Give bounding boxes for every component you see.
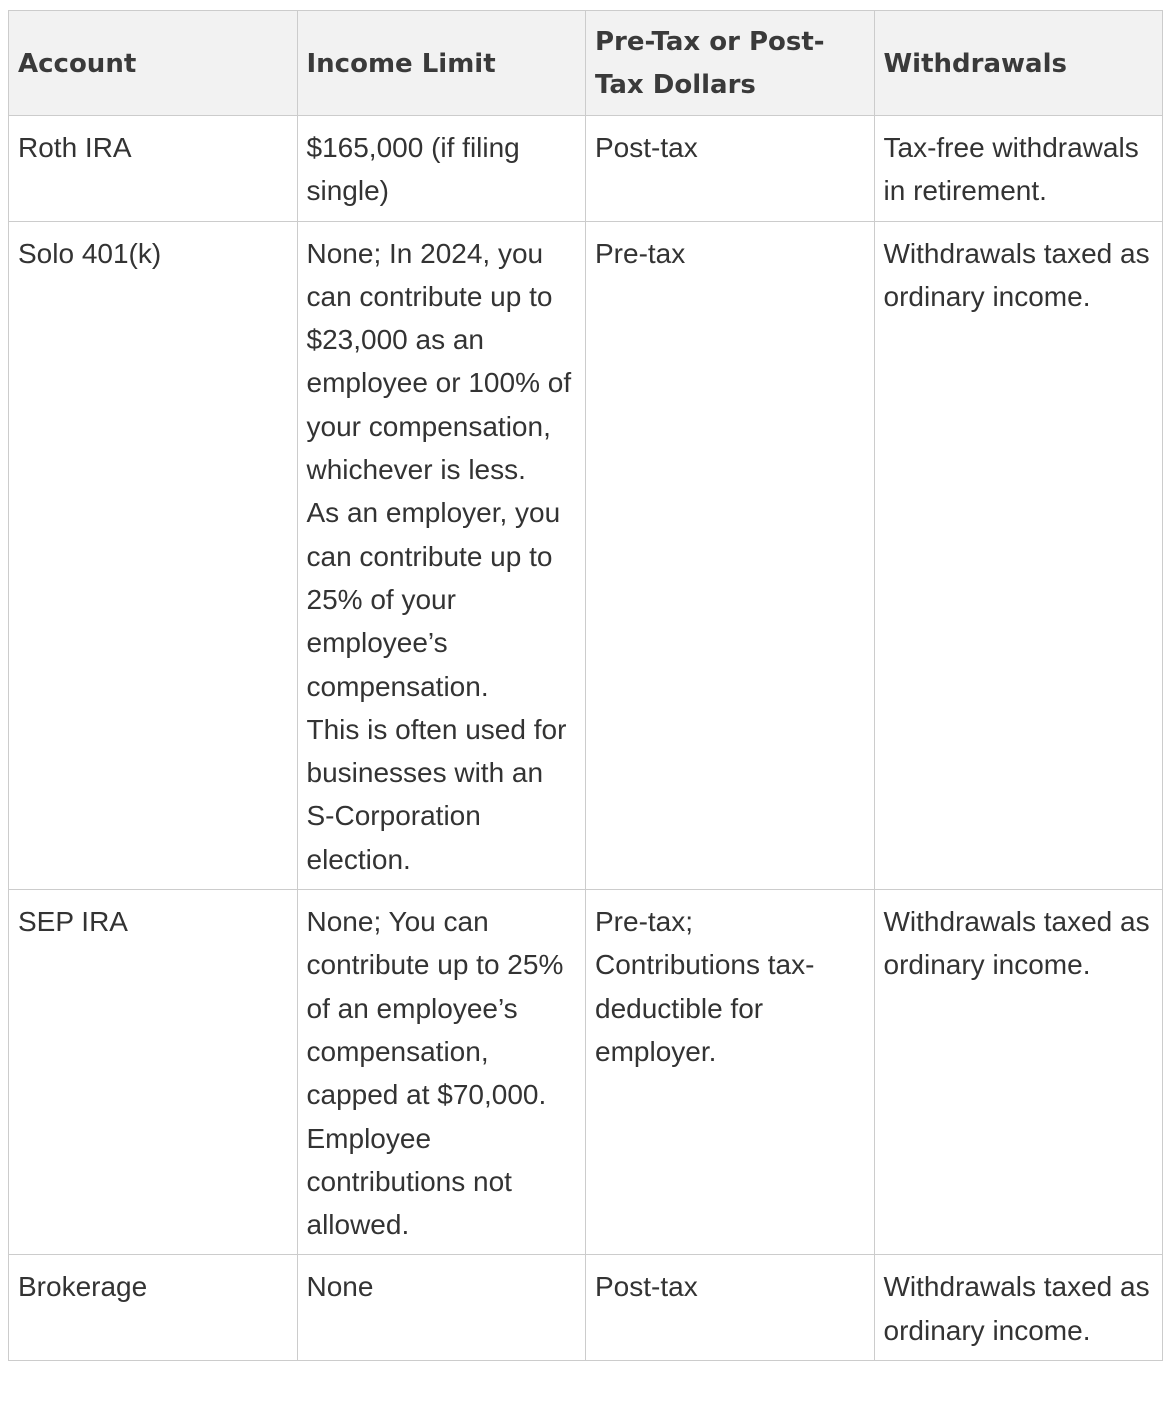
cell-tax-type: Post-tax [586, 116, 875, 222]
cell-withdrawals: Withdrawals taxed as ordinary income. [874, 890, 1163, 1255]
cell-account: SEP IRA [9, 890, 298, 1255]
cell-account: Roth IRA [9, 116, 298, 222]
cell-income-limit [297, 1255, 586, 1361]
retirement-accounts-table [8, 10, 1163, 1361]
cell-tax-type: Pre-tax [586, 221, 875, 889]
income-limit-text: As an employer, you can contribute up to 25% of your employee’s compensation. [306, 497, 561, 702]
cell-withdrawals: Tax-free withdrawals in retirement. [874, 116, 1163, 222]
cell-tax-type: Pre-tax; Contributions tax-deductible for employer. [586, 890, 875, 1255]
header-withdrawals: Withdrawals [874, 11, 1163, 116]
cell-tax-type: Post-tax [586, 1255, 875, 1361]
table-header [9, 11, 1163, 116]
income-limit-text: This is often used for businesses with an S-Corporation election. [306, 713, 567, 875]
cell-account: Brokerage [9, 1255, 298, 1361]
income-limit-text: None; You can contribute up to 25% of an employee’s compensation, capped at $70,000. Employee contributions not allowed. [306, 906, 564, 1241]
cell-account: Solo 401(k) [9, 221, 298, 889]
cell-income-limit [297, 221, 586, 889]
table-row [9, 890, 1163, 1255]
income-limit-text: None [306, 1271, 374, 1303]
table-row [9, 116, 1163, 222]
cell-income-limit [297, 116, 586, 222]
header-account: Account [9, 11, 298, 116]
header-income-limit: Income Limit [297, 11, 586, 116]
income-limit-text: $165,000 (if filing single) [306, 132, 520, 207]
table-row [9, 1255, 1163, 1361]
header-tax-type: Pre-Tax or Post-Tax Dollars [586, 11, 875, 116]
cell-withdrawals: Withdrawals taxed as ordinary income. [874, 1255, 1163, 1361]
header-row [9, 11, 1163, 116]
cell-income-limit [297, 890, 586, 1255]
retirement-accounts-table-container [8, 10, 1162, 1361]
cell-withdrawals: Withdrawals taxed as ordinary income. [874, 221, 1163, 889]
table-body [9, 116, 1163, 1361]
income-limit-text: None; In 2024, you can contribute up to $23,000 as an employee or 100% of your compensation, whichever is less. [306, 237, 572, 486]
table-row [9, 221, 1163, 889]
